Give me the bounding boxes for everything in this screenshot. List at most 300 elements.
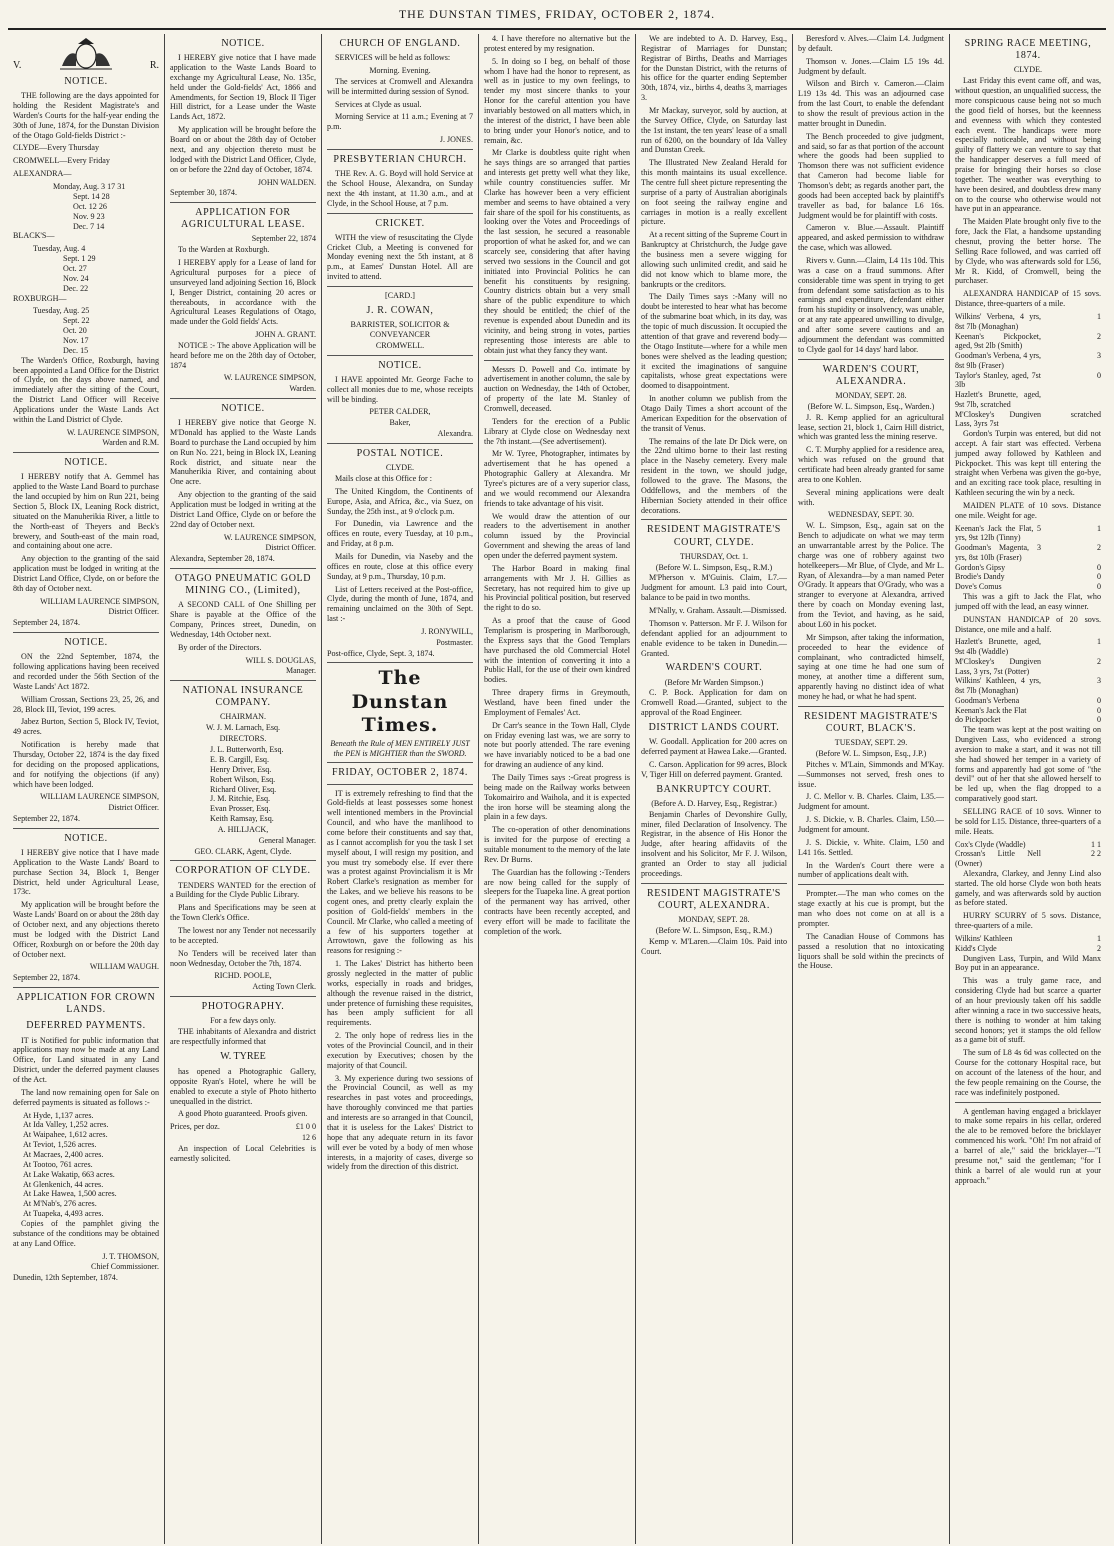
date-row: Sept. 22 — [63, 316, 90, 326]
newspaper-nameplate: The Dunstan Times. — [351, 667, 449, 736]
court-case: J. S. Dickie, v. White. Claim, L50 and L41 16s. Settled. — [798, 837, 944, 857]
notice-text: THE inhabitants of Alexandra and district are respectfully informed that — [170, 1027, 316, 1046]
result-place: 0 — [1097, 572, 1101, 582]
result-horse: M'Closkey's Dungiven Lass, 3 yrs, 7st (Potter) — [955, 656, 1041, 676]
court-case: Kemp v. M'Laren.—Claim 10s. Paid into Court. — [641, 936, 787, 956]
list-item: J. M. Ritchie, Esq. — [210, 794, 271, 804]
court-case: W. Goodall. Application for 200 acres on deferred payment at Hawea Lake.—Granted. — [641, 737, 787, 757]
notice-title: NOTICE. — [64, 637, 108, 649]
divider — [327, 762, 473, 763]
signature-title: District Officer. — [108, 607, 159, 617]
race-report: The Maiden Plate brought only five to the fore, Jack the Flat, a handsome upstanding chesnut, proving the better horse. The Selling Race followed, and was carried off by Clyde, who was afterwards sold for L56, Mr R. Kidd, of Cromwell, being the purchaser. — [955, 217, 1101, 286]
news-paragraph: Dr Carr's seance in the Town Hall, Clyde on Friday evening last was, we are sorry to note but poorly attended. The rare evening we have invariably noticed to be a bad one for drawing an audience of any kind. — [484, 720, 630, 770]
list-item: E. B. Cargill, Esq. — [210, 754, 269, 764]
divider — [170, 398, 316, 399]
court-bench: (Before A. D. Harvey, Esq., Registrar.) — [651, 798, 777, 808]
courts-intro: THE following are the days appointed for holding the Resident Magistrate's and Warden's Courts for the half-year ending the 30th of June, 1874, for the Dunstan Division of the Otago Gold-fields District :- — [13, 91, 159, 140]
editorial-item: 3. My experience during two sessions of the Provincial Council, as well as my researches in past votes and proceedings, have thoroughly convinced me that parties and interests are so arranged in that Council, that it is useless for the Lakes' District to hope that any adequate return in its favor will ever be voted by a body of men whose interests, in a majority of cases, diverge so widely from the direction of this district. — [327, 1073, 473, 1172]
result-horse: Crossan's Little Nell (Owner) — [955, 849, 1041, 869]
court-case: Wilson and Birch v. Cameron.—Claim L19 13s 4d. This was an adjourned case from the last Court, to enable the defendant to show the result of previous action in the matter brought in Dunedin. — [798, 79, 944, 128]
signature: W. LAURENCE SIMPSON, — [66, 427, 159, 437]
otago-company-title: OTAGO PNEUMATIC GOLD MINING CO., (Limited), — [174, 572, 312, 597]
news-paragraph: The Harbor Board in making final arrangements with Mr J. H. Gillies as Secretary, has not required him to give up his Provincial political position, but reserved the right to do so. — [484, 563, 630, 613]
postal-place: CLYDE. — [385, 463, 415, 473]
date-row: Dec. 22 — [63, 283, 89, 293]
notice-text: Copies of the pamphlet giving the substance of the conditions may be obtained at any Land Office. — [13, 1219, 159, 1248]
list-item: At Teviot, 1,526 acres. — [23, 1140, 97, 1150]
divider — [641, 519, 787, 520]
divider — [327, 355, 473, 356]
result-place: 1 — [1097, 934, 1101, 944]
result-place: 1 — [1097, 312, 1101, 321]
list-item: Keith Ramsay, Esq. — [210, 814, 274, 824]
column-5 — [636, 34, 793, 1544]
news-paragraph: The remains of the late Dr Dick were, on the 22nd ultimo borne to their last resting place in the Naseby cemetery. Every male resident in the town, we should judge, followed to the grave. The Masons, the Oddfellows, and the members of the Hibernian Society attended in their office decorations. — [641, 436, 787, 515]
court-case: M'Nally, v. Graham. Assault.—Dismissed. — [649, 606, 787, 616]
photographer-name: W. TYREE — [220, 1050, 266, 1062]
court-case: Pitches v. M'Lain, Simmonds and M'Kay.—Summonses not served, fresh ones to issue. — [798, 759, 944, 789]
list-item: At Hyde, 1,137 acres. — [23, 1110, 94, 1120]
corporation-title: CORPORATION OF CLYDE. — [175, 865, 311, 877]
race-report: Last Friday this event came off, and was, without question, an unqualified success, the more conspicuous cause being not so much the good field of horses, but the keenness and evenness with which they contested each event. The handicaps were more especially noticeable, and without being guilty of flattery we can venture to say that the handicapper deserves a full meed of praise for bringing their horses so close together. The weather was everything to have been desired, and doubtless drew many on to the course who otherwise would not have put in an appearance. — [955, 76, 1101, 214]
cricket-title: CRICKET. — [375, 217, 425, 229]
signature: WILL S. DOUGLAS, — [245, 655, 316, 665]
result-place: 0 — [1097, 705, 1101, 715]
notice-text: The lowest nor any Tender not necessarily to be accepted. — [170, 926, 316, 945]
signature-title: District Officer. — [108, 803, 159, 813]
alexandra-line: ALEXANDRA— — [13, 169, 72, 179]
result-horse: Gordon's Gipsy — [955, 562, 1006, 572]
court-case: J. R. Kemp applied for an agricultural lease, section 21, block 1, Cairn Hill district, which was granted less the mining reserve. — [798, 412, 944, 442]
notice-text: The land now remaining open for Sale on deferred payments is situated as follows :- — [13, 1087, 159, 1107]
divider — [327, 784, 473, 785]
clyde-line: CLYDE—Every Thursday — [13, 143, 100, 153]
list-item: Evan Prosser, Esq. — [210, 804, 271, 814]
result-place: 0 — [1097, 715, 1101, 725]
court-case: Mr Simpson, after taking the information, proceeded to hear the evidence of complainant, who contradicted himself, saying at one time he had one sum of money, at another time a different sum, apparently having no distinct idea of what money he had, or what he had spent. — [798, 632, 944, 701]
result-horse: Keenan's Jack the Flat, 5 yrs, 9st 12lb (Tinny) — [955, 523, 1041, 543]
notice-text: I HEREBY give notice that I have made Application to the Waste Lands' Board to purchase Section 34, Block 1, Benger District, held under Agricultural Lease, 173c. — [13, 847, 159, 897]
deferred-payments-title: DEFERRED PAYMENTS. — [26, 1020, 146, 1032]
notice-text: THE Rev. A. G. Boyd will hold Service at the School House, Alexandra, on Sunday next the 4th instant, at 11.30 a.m., and at Clyde, in the School House, at 7 p.m. — [327, 169, 473, 208]
alexandra-dates — [13, 182, 159, 231]
court-case: Several mining applications were dealt with. — [798, 487, 944, 507]
notice-text: IT is Notified for public information that applications may now be made at any Land Office, for Land situated in any Land District, under the deferred payment clauses of the Act. — [13, 1035, 159, 1085]
result-horse: Hazlett's Brunette, aged, 9st 7lb, scratched — [955, 390, 1041, 409]
notice-text: ON the 22nd September, 1874, the following applications having been received and recorded under the 56th Section of the Waste Lands' Act 1872. — [13, 652, 159, 691]
court-title: BANKRUPTCY COURT. — [656, 783, 772, 795]
card-place: CROMWELL. — [375, 340, 425, 350]
signature-title: Chief Commissioner. — [91, 1262, 159, 1272]
signature: J. JONES. — [439, 135, 473, 145]
postal-title: POSTAL NOTICE. — [356, 447, 444, 459]
application-entry: Jabez Burton, Section 5, Block IV, Teviot, 49 acres. — [13, 717, 159, 737]
divider — [955, 1102, 1101, 1103]
editorial-item: 1. The Lakes' District has hitherto been grossly neglected in the matter of public works, especially in roads and bridges, although the revenue raised in the district, under pretence of furnishing these requisites, has been amply sufficient for all requirements. — [327, 959, 473, 1028]
divider — [170, 568, 316, 569]
service-times: Morning. Evening. — [369, 66, 431, 76]
court-case: Benjamin Charles of Devonshire Gully, miner, filed Declaration of Insolvency. The Registrar, in the absence of His Honor the Judge, after hearing affidavits of the insolvent and his Solicitor, Mr F. J. Wilson, granted an Order to stay all judicial proceedings. — [641, 809, 787, 878]
news-paragraph: A gentleman having engaged a bricklayer to make some repairs in his cellar, ordered the ale to be removed before the bricklayer commenced his work. "Oh! I'm not afraid of a barrel of ale," said the bricklayer—"I presume not," said the gentleman; "for I think a barrel of ale would run at your approach." — [955, 1106, 1101, 1185]
column-2 — [165, 34, 322, 1544]
date-row: Dec. 15 — [63, 345, 89, 355]
news-paragraph: We are indebted to A. D. Harvey, Esq., Registrar of Marriages for Dunstan; Registrar of Births, Deaths and Marriages for the Dunstan District, with the returns of his office for the quarter ending September 30th, 1874, viz., births 4, deaths 3, marriages 3. — [641, 34, 787, 103]
court-case: Beresford v. Alves.—Claim L4. Judgment by default. — [798, 34, 944, 53]
signature: PETER CALDER, — [369, 407, 431, 417]
result-horse: Taylor's Stanley, aged, 7st 3lb — [955, 370, 1041, 390]
list-item: Henry Driver, Esq. — [210, 764, 272, 774]
signature-place: Alexandra. — [437, 429, 473, 439]
race-report: The sum of L8 4s 6d was collected on the Course for the cottonary Hospital race, but on account of the lateness of the hour, and the few people remaining on the Course, the race was indefinitely postponed. — [955, 1048, 1101, 1097]
price-value-half: 12 6 — [302, 1133, 316, 1143]
signature-title: Manager. — [286, 666, 316, 676]
news-paragraph: At a recent sitting of the Supreme Court in Bankruptcy at Christchurch, the Judge gave the business men a severe wigging for allowing such unlimited credit, and said he did not know which to blame more, the bankrupts or the creditors. — [641, 230, 788, 289]
race-report: Gordon's Turpin was entered, but did not accept. A fair start was effected. Verbena jumped away followed by Kathleen and Pickpocket. This was kept till entering the straight when Verbena was given the go-bye, and an exciting race took place, resulting in Kathleen securing the win by a neck. — [955, 429, 1101, 498]
signature: JOHN WALDEN. — [257, 177, 316, 187]
divider — [170, 996, 316, 997]
notice-text: Morning Service at 11 a.m.; Evening at 7 p.m. — [327, 112, 473, 132]
list-item: Robert Wilson, Esq. — [210, 774, 276, 784]
notice-text: Mails close at this Office for : — [335, 473, 432, 483]
divider — [327, 213, 473, 214]
result-place: 0 — [1097, 695, 1101, 705]
price-value: £1 0 0 — [295, 1122, 316, 1132]
crest-letter-v: V. — [13, 59, 22, 71]
divider — [170, 860, 316, 861]
royal-crest — [13, 36, 159, 72]
signature: JOHN A. GRANT. — [255, 330, 316, 340]
court-title: WARDEN'S COURT, ALEXANDRA. — [822, 363, 920, 387]
date-row: Dec. 7 14 — [73, 221, 105, 231]
notice-text: I HEREBY give notice that I have made application to the Waste Lands Board to exchange my Agricultural Lease, No. 135c, held under the Gold-fields' Act, 1866 and Amendments, for Section 19, Block II Tiger Hill district, for a Lease under the Waste Lands Act, 1872. — [170, 53, 316, 122]
editorial-item: 5. In doing so I beg, on behalf of those whom I have had the honor to represent, as well as in justice to my own feelings, to tender my most sincere thanks to your Honor for the careful attention you have invariably bestowed on all matters which, in the interest of the district, I have been able to bring under your Honor's notice, and to remain, &c. — [484, 56, 630, 145]
crest-letter-r: R. — [149, 59, 159, 71]
result-horse: Goodman's Verbena, 4 yrs, 8st 9lb (Fraser) — [955, 351, 1041, 370]
result-place: 3 — [1097, 676, 1101, 686]
notice-text: I HAVE appointed Mr. George Fache to collect all monies due to me, whose receipts will be binding. — [327, 374, 473, 404]
date-row: Sept. 14 28 — [73, 191, 110, 201]
divider — [13, 828, 159, 829]
signature-title: Warden and R.M. — [102, 438, 159, 448]
date-row: Tuesday, Aug. 4 — [33, 244, 86, 254]
result-horse: Keenan's Pickpocket, aged, 9st 2lb (Smith) — [955, 331, 1041, 351]
signature: WILLIAM WAUGH. — [89, 962, 159, 972]
date-row: Monday, Aug. 3 17 31 — [53, 182, 126, 192]
result-horse: Wilkins' Kathleen, 4 yrs, 8st 7lb (Monaghan) — [955, 676, 1041, 696]
chairman-name: W. J. M. Larnach, Esq. — [205, 723, 281, 733]
list-item: Richard Oliver, Esq. — [210, 784, 277, 794]
price-row — [170, 1122, 316, 1132]
result-horse: Wilkins' Verbena, 4 yrs, 8st 7lb (Monaghan) — [955, 312, 1041, 331]
list-item: At M'Nab's, 276 acres. — [23, 1199, 97, 1209]
notice-title: NOTICE. — [64, 832, 108, 844]
notice-text: Notification is hereby made that Thursday, October 22, 1874 is the day fixed for deciding on the proposed applications, and for notifying the objections (if any) which have been lodged. — [13, 740, 159, 789]
court-case: C. T. Murphy applied for a residence area, which was refused on the ground that certificate had been already granted for same area to one Kohlen. — [798, 445, 944, 484]
news-paragraph: In another column we publish from the Otago Daily Times a short account of the American Expedition for the observation of the transit of Venus. — [641, 394, 787, 433]
race-heading: ALEXANDRA HANDICAP of 15 sovs. Distance, three-quarters of a mile. — [955, 289, 1101, 309]
news-paragraph: The Daily Times says :-Many will no doubt be interested to hear what has become of the submarine boat which, in its day, was the topic of much discussion. It occupied the attention of that grave and reverend body—the Otago Institute—where for a while men bones were shelved as the leading question; it excited the imaginations of sanguine capitalists, whose great expectations were doomed to disappointment. — [641, 292, 787, 391]
notice-date: Alexandra, September 28, 1874. — [170, 554, 275, 564]
agent-name: GEO. CLARK, Agent, Clyde. — [194, 846, 292, 856]
notice-text: has opened a Photographic Gallery, opposite Ryan's Hotel, where he will be enabled to execute a style of Photo hitherto unequalled in the district. — [170, 1067, 316, 1106]
date-row: Nov. 17 — [63, 335, 89, 345]
columns — [8, 34, 1106, 1544]
court-date: MONDAY, SEPT. 28. — [835, 391, 907, 401]
notice-text: Mails for Dunedin, via Naseby and the offices en route, close at this office every Sunday, at 9 p.m., Thursday, 10 p.m. — [327, 551, 473, 581]
signature: J. RONYWILL, — [421, 627, 473, 636]
news-paragraph: Three drapery firms in Greymouth, Westland, have been fined under the Employment of Females' Act. — [484, 688, 630, 717]
result-horse: Kidd's Clyde — [955, 943, 997, 953]
news-paragraph: As a proof that the cause of Good Templarism is prospering in Marlborough, the Express says that the Good Templars have purchased the old Commercial Hotel with the intention of converting it into a Public Hall, for the use of their own kindred bodies. — [484, 616, 630, 685]
crest-icon — [56, 36, 116, 72]
result-horse: Brodie's Dandy — [955, 572, 1005, 582]
notice-text: TENDERS WANTED for the erection of a Building for the Clyde Public Library. — [170, 880, 316, 900]
notice-text: List of Letters received at the Post-office, Clyde, during the month of June, 1874, and remaining unclaimed on the 30th of Sept. last :- — [327, 584, 473, 624]
court-title: DISTRICT LANDS COURT. — [648, 721, 780, 733]
court-case: C. P. Bock. Application for dam on Cromwell Road.—Granted, subject to the approval of the Road Engineer. — [641, 688, 787, 718]
photography-title: PHOTOGRAPHY. — [201, 1001, 285, 1013]
notice-title: NOTICE. — [221, 402, 265, 414]
court-bench: (Before W. L. Simpson, Esq., J.P.) — [815, 749, 927, 759]
church-title: CHURCH OF ENGLAND. — [339, 38, 461, 49]
signature-title: Acting Town Clerk. — [252, 982, 316, 992]
notice-text: Any objection to the granting of the said application must be lodged in writing at the District Land Office, Clyde, on or before the 8th day of October next. — [13, 554, 159, 593]
column-3 — [322, 34, 479, 1544]
notice-text: Plans and Specifications may be seen at the Town Clerk's Office. — [170, 903, 316, 923]
notice-text: Services at Clyde as usual. — [335, 99, 422, 109]
result-horse: Goodman's Verbena — [955, 695, 1020, 705]
notice-text: I HEREBY give notice that George N. M'Donald has applied to the Waste Lands Board to purchase the Land occupied by him on Run No. 221, being in Block IX, Leaning Rock district, and situate near the Manuherikia River, and containing about One acre. — [170, 418, 316, 487]
result-place: scratched — [1070, 409, 1101, 419]
manager-name: A. HILLJACK, — [217, 824, 269, 834]
result-place: 0 — [1097, 562, 1101, 572]
court-case: M'Pherson v. M'Guinis. Claim, L7.—Judgment for amount. L3 paid into Court, balance to be paid in two months. — [641, 573, 787, 603]
notice-text: A SECOND CALL of One Shilling per Share is payable at the Office of the Company, Princes street, Dunedin, on Wednesday, 14th October next. — [170, 600, 316, 639]
editorial-item: 2. The only hope of redress lies in the votes of the Provincial Council, and in their execution by Executives; chosen by the majority of that Council. — [327, 1031, 473, 1070]
card-label: [CARD.] — [385, 291, 415, 301]
notice-text: No Tenders will be received later than noon Wednesday, October the 7th, 1874. — [170, 948, 316, 968]
column-4 — [479, 34, 636, 1544]
race-results — [955, 524, 1101, 592]
price-label: Prices, per doz. — [170, 1122, 220, 1132]
race-report: Alexandra, Clarkey, and Jenny Lind also started. The old horse Clyde won both heats gamely, and was afterwards sold by auction as before stated. — [955, 868, 1101, 908]
list-item: At Lake Wakatip, 663 acres. — [23, 1169, 115, 1179]
notice-title: NOTICE. — [64, 76, 108, 87]
race-report: The team was kept at the post waiting on Dungiven Lass, who evidenced a strong aversion to make a start, and it was not till she had showed her temper in a variety of forms and apparently had got some of "the devil" out of her that she allowed herself to be led up, when the flag dropped to a comparatively good start. — [955, 725, 1101, 804]
lots-list — [13, 1111, 159, 1219]
news-paragraph: Prompter.—The man who comes on the stage exactly at his cue is prompt, but the man who does not come on at all is a prompter. — [798, 889, 944, 928]
list-item: J. L. Butterworth, Esq. — [210, 745, 284, 755]
result-horse: M'Closkey's Dungiven Lass, 3yrs 7st — [955, 409, 1041, 429]
notice-date: September 24, 1874. — [13, 618, 80, 628]
signature: WILLIAM LAURENCE SIMPSON, — [40, 596, 159, 606]
news-paragraph: Messrs D. Powell and Co. intimate by advertisement in another column, the sale by auction on Wednesday, the 14th of October, of property of the late M. Stanley of Cromwell, deceased. — [484, 364, 630, 413]
court-case: Thomson v. Jones.—Claim L5 19s 4d. Judgment by default. — [798, 56, 944, 76]
result-horse: Cox's Clyde (Waddle) — [955, 839, 1026, 849]
notice-text: By order of the Directors. — [178, 642, 262, 652]
notice-text: The services at Cromwell and Alexandra will be intermitted during session of Synod. — [327, 76, 473, 96]
result-horse: do Pickpocket — [955, 715, 1001, 725]
result-place: 1 — [1097, 523, 1101, 533]
date-row: Sept. 1 29 — [63, 254, 96, 264]
race-report: Dungiven Lass, Turpin, and Wild Manx Boy put in an appearance. — [955, 953, 1101, 973]
court-bench: (Before W. L. Simpson, Esq., Warden.) — [807, 401, 935, 411]
court-date: MONDAY, SEPT. 28. — [678, 915, 750, 925]
court-title: WARDEN'S COURT. — [665, 662, 763, 674]
application-entry: William Crossan, Sections 23, 25, 26, and 28, Block III, Teviot, 199 acres. — [13, 694, 159, 714]
divider — [641, 883, 787, 884]
signature-title: Warden. — [289, 384, 316, 394]
blacks-dates — [13, 244, 159, 293]
divider — [327, 662, 473, 663]
race-results — [955, 840, 1101, 869]
blacks-line: BLACK'S— — [13, 231, 55, 241]
running-head: THE DUNSTAN TIMES, FRIDAY, OCTOBER 2, 1874. — [8, 0, 1106, 30]
signature: W. LAURENCE SIMPSON, — [223, 532, 316, 542]
race-heading: HURRY SCURRY of 5 sovs. Distance, three-quarters of a mile. — [955, 911, 1101, 931]
notice-date: Dunedin, 12th September, 1874. — [13, 1273, 118, 1283]
signature-title: Baker, — [389, 418, 411, 428]
insurance-title: NATIONAL INSURANCE COMPANY. — [182, 685, 304, 709]
photography-subtitle: For a few days only. — [210, 1016, 276, 1026]
race-meeting-title: SPRING RACE MEETING, 1874. — [964, 38, 1092, 62]
result-horse: Goodman's Magenta, 3 yrs, 8st 10lb (Fraser) — [955, 543, 1041, 562]
directors-label: DIRECTORS. — [219, 734, 267, 744]
list-item: At Tootoo, 761 acres. — [23, 1159, 93, 1169]
result-place: 2 — [1097, 543, 1101, 553]
result-place: 3 — [1097, 351, 1101, 360]
divider — [13, 987, 159, 988]
addressee: To the Warden at Roxburgh. — [178, 245, 270, 255]
chairman-label: CHAIRMAN. — [219, 712, 267, 722]
signature: W. LAURENCE SIMPSON, — [223, 373, 316, 383]
court-case: Rivers v. Gunn.—Claim, L4 11s 10d. This was a case on a fraud summons. After considerable time was spent in trying to get from defendant some satisfaction as to his earnings and expenditure, defendant either from his stupidity or insolvency, was unable, or at any rate appeared unwilling to divulge, and after some severe cautions and an adjournment the defendant was committed to Clyde gaol for 14 days' hard labor. — [798, 256, 944, 354]
court-date: TUESDAY, SEPT. 29. — [834, 738, 908, 748]
result-place: 2 2 — [1091, 849, 1101, 859]
divider — [327, 443, 473, 444]
court-date: WEDNESDAY, SEPT. 30. — [828, 510, 914, 520]
date-row: Nov. 24 — [63, 273, 89, 283]
court-title: RESIDENT MAGISTRATE'S COURT, CLYDE. — [647, 524, 781, 548]
notice-text: I HEREBY apply for a Lease of land for Agricultural purposes for a piece of unsurveyed land adjoining Section 16, Block I, Benger District, containing 20 acres or thereabouts, in accordance with the Agricultural Leases Regulations of Otago, made under the Gold fields' Acts. — [170, 258, 316, 327]
date-row: Tuesday, Aug. 25 — [33, 306, 90, 316]
column-1 — [8, 34, 165, 1544]
divider — [484, 360, 630, 361]
notice-text: WITH the view of resuscitating the Clyde Cricket Club, a Meeting is convened for Monday evening next the 5th instant, at 8 p.m., at Eames' Dunstan Hotel. All are invited to attend. — [327, 232, 473, 282]
date-row: Oct. 27 — [63, 263, 87, 273]
card-role: BARRISTER, SOLICITOR & CONVEYANCER — [350, 320, 450, 339]
divider — [798, 359, 944, 360]
divider — [170, 680, 316, 681]
result-horse: Keenan's Jack the Flat — [955, 705, 1027, 715]
notice-text: My application will be brought before the Board on or about the 28th day of October next, and any objection thereto must be lodged with the District Land Officer, Clyde, on or before the 22nd day of October, 1874. — [170, 125, 316, 174]
news-paragraph: Mr Mackay, surveyor, sold by auction, at the Survey Office, Clyde, on Saturday last the 1st instant, the ten years' lease of a small run of 6200, on the boundary of Ida Valley and Dunstan Creek. — [641, 106, 787, 155]
news-paragraph: The Canadian House of Commons has passed a resolution that no intoxicating liquors shall be sold within the precincts of the House. — [798, 931, 944, 971]
notice-date: Post-office, Clyde, Sept. 3, 1874. — [327, 648, 435, 658]
signature: WILLIAM LAURENCE SIMPSON, — [40, 792, 159, 802]
result-place: 2 — [1097, 331, 1101, 341]
notice-title: NOTICE. — [378, 359, 422, 371]
issue-date: FRIDAY, OCTOBER 2, 1874. — [332, 767, 468, 779]
directors-list — [170, 745, 316, 824]
notice-text: NOTICE :- The above Application will be heard before me on the 28th day of October, 1874 — [170, 340, 316, 370]
signature: J. T. THOMSON, — [102, 1251, 159, 1261]
date-row: Oct. 20 — [63, 326, 87, 336]
editorial-text: Mr Clarke is doubtless quite right when he says things are so arranged that parties and interests get pretty well what they like, while country constituencies suffer. Mr Clarke has however been a very efficient member and seems to have obtained a very fair share of the spoil for his constituents, as looking over the Votes and Proceedings of the last session, he secured a reasonable proportion of what he asked for, and we can scarcely see, considering that after having served two sessions in the Council and got initiated into Provincial Politics he can benefit his constituents by resigning. Country districts obtain but a very small share of the public expenditure to which they should be entitled; the chief of the revenue is expended about Dunedin and its vicinity, and being strong in votes, parties representing those interests are able to obtain just what they fancy they want. — [484, 148, 630, 355]
result-place: 1 — [1097, 637, 1101, 647]
race-report: This was a gift to Jack the Flat, who jumped off with the lead, an easy winner. — [955, 591, 1101, 611]
signature-title: District Officer. — [265, 543, 316, 553]
notice-date: September 22, 1874. — [13, 813, 80, 823]
list-item: At Tuapeka, 4,493 acres. — [23, 1209, 104, 1219]
notice-text: I HEREBY notify that A. Gemmel has applied to the Waste Land Board to purchase the land occupied by him on Run 221, being Section 5, Block IX, Leaning Rock district, situated on the Manuherikia River, a little to the North-east of Theyers and Beck's brewery, and South-east of the main road, and containing about one acre. — [13, 472, 159, 551]
court-case: The Bench proceeded to give judgment, and said, so far as that portion of the account where the goods had been supplied to Thomson there was not sufficient evidence that Cameron had become liable for Thomson's debt; as regards another part, the goods had been accepted back by plaintiff's traveller as bad, for balance L6 16s. Judgment would be for plaintiff with costs. — [798, 131, 944, 220]
court-case: Thomson v. Patterson. Mr F. J. Wilson for defendant applied for an adjournment to enable evidence to be taken in Dunedin.—Granted. — [641, 618, 787, 658]
warden-office-text: The Warden's Office, Roxburgh, having been appointed a Land Office for the District of Clyde, on the days above named, and immediately after the sitting of the Court, the District Land Officer will Receive Applications under the Waste Lands Act within the Land District of Clyde. — [13, 355, 159, 424]
divider — [327, 286, 473, 287]
notice-text: The United Kingdom, the Continents of Europe, Asia, and Africa, &c., via Suez, on Sunday, the 25th inst., at 9 o'clock p.m. — [327, 486, 473, 516]
court-case: Cameron v. Blue.—Assault. Plaintiff appeared, and asked permission to withdraw the case, which was allowed. — [798, 223, 944, 253]
date-row: Nov. 9 23 — [73, 211, 105, 221]
news-paragraph: The Guardian has the following :-Tenders are now being called for the supply of sleepers for the Tuapeka line. A great portion of the permanent way has arrived, other contracts have been recently accepted, and every effort will be made to facilitate the completion of the work. — [484, 867, 630, 936]
divider — [798, 884, 944, 885]
court-date: THURSDAY, Oct. 1. — [679, 551, 749, 561]
court-title: RESIDENT MAGISTRATE'S COURT, BLACK'S. — [804, 710, 938, 734]
race-results — [955, 312, 1101, 429]
list-item: At Waipahee, 1,612 acres. — [23, 1130, 108, 1140]
result-place: 2 — [1097, 656, 1101, 666]
list-item: At Lake Hawea, 1,500 acres. — [23, 1189, 117, 1199]
divider — [13, 452, 159, 453]
court-title: RESIDENT MAGISTRATE'S COURT, ALEXANDRA. — [647, 887, 781, 911]
signature-title: Postmaster. — [436, 637, 473, 647]
news-paragraph: The co-operation of other denominations is invited for the purpose of erecting a suitable monument to the memory of the late Rev. Dr Burns. — [484, 825, 630, 864]
divider — [170, 202, 316, 203]
result-place — [1041, 390, 1101, 410]
manager-title: General Manager. — [258, 835, 316, 845]
court-bench: (Before W. L. Simpson, Esq., R.M.) — [655, 562, 773, 572]
court-case: In the Warden's Court there were a number of applications dealt with. — [798, 860, 944, 880]
signature: RICHD. POOLE, — [214, 971, 272, 981]
news-paragraph: The Illustrated New Zealand Herald for this month maintains its usual excellence. The centre full sheet picture representing the surprise of a party of Australian aboriginals on foot seeing the railway engine and carriages in motion is a really excellent picture. — [641, 158, 787, 227]
list-item: At Macraes, 2,400 acres. — [23, 1150, 104, 1160]
court-case: J. C. Mellor v. B. Charles. Claim, L35.—Judgment for amount. — [798, 792, 944, 812]
notice-text: For Dunedin, via Lawrence and the offices en route, every Tuesday, at 10 p.m., and Friday, at 8 p.m. — [327, 519, 473, 549]
notice-text: My application will be brought before the Waste Lands' Board on or about the 28th day of October next, and any objections thereto must be lodged with the District Land Officer, Roxburgh on or before the 20th day of October next. — [13, 900, 159, 959]
notice-title: NOTICE. — [64, 457, 108, 469]
court-case: W. L. Simpson, Esq., again sat on the Bench to adjudicate on what we may term an unwarrantable arrest by the Police. The charge was one of robbery against two hotelkeepers—Mr Blue, of Clyde, and Mr L. Ryan, of Alexandra—by a man named Peter O'Grady. It appears that O'Grady, who was a stranger to everyone at Alexandra, arrived there by coach on Monday evening last, from the Teviot, and having, as he said, about L60 in his pocket. — [798, 521, 944, 629]
notice-text: SERVICES will be held as follows: — [335, 53, 451, 63]
list-item: At Glenkenich, 44 acres. — [23, 1179, 104, 1189]
newspaper-motto: Beneath the Rule of MEN ENTIRELY JUST the PEN is MIGHTIER than the SWORD. — [330, 738, 470, 758]
roxburgh-line: ROXBURGH— — [13, 293, 67, 303]
editorial-text: IT is extremely refreshing to find that the Gold-fields at least possesses some honest well intentioned members in the Provincial Council, and who have the manlihood to come before their constituents and say that, as I cannot accomplish for you the task I set myself about, I will resign my position, and you must try somebody else. If ever there was a protest against Provincialism it is Mr Robert Clarke's resignation as member for the Lakes, and we believe his reasons to be cogent ones, and pretty clearly explain the position of Gold-fields' members in the Council. Mr Clarke, who called a meeting of a few of his supporters together at Arrowtown, gave the following as his reasons for resigning :- — [327, 788, 473, 956]
race-place: CLYDE. — [1013, 65, 1043, 75]
result-horse: Dove's Comus — [955, 582, 1002, 592]
roxburgh-dates — [13, 306, 159, 355]
agricultural-lease-title: APPLICATION FOR AGRICULTURAL LEASE. — [181, 207, 305, 231]
column-7 — [950, 34, 1106, 1544]
race-report: This was a truly game race, and considering Clyde had but scarce a quarter of an hour previously taken off his saddle after winning a race in two successive heats, there is nothing to wonder at him taking second honors; yet it stamps the old fellow as a game bit of stuff. — [955, 976, 1101, 1045]
news-paragraph: The Daily Times says :-Great progress is being made on the Railway works between Tokomairiro and Waihola, and it is expected the iron horse will be steaming along the plain in a few days. — [484, 773, 630, 822]
presbyterian-title: PRESBYTERIAN CHURCH. — [333, 153, 467, 165]
cromwell-line: CROMWELL—Every Friday — [13, 156, 110, 166]
crown-lands-title: APPLICATION FOR CROWN LANDS. — [16, 992, 156, 1016]
race-results — [955, 934, 1101, 954]
divider — [798, 706, 944, 707]
notice-text: A good Photo guaranteed. Proofs given. — [178, 1109, 308, 1119]
notice-date: September 22, 1874 — [251, 234, 316, 244]
